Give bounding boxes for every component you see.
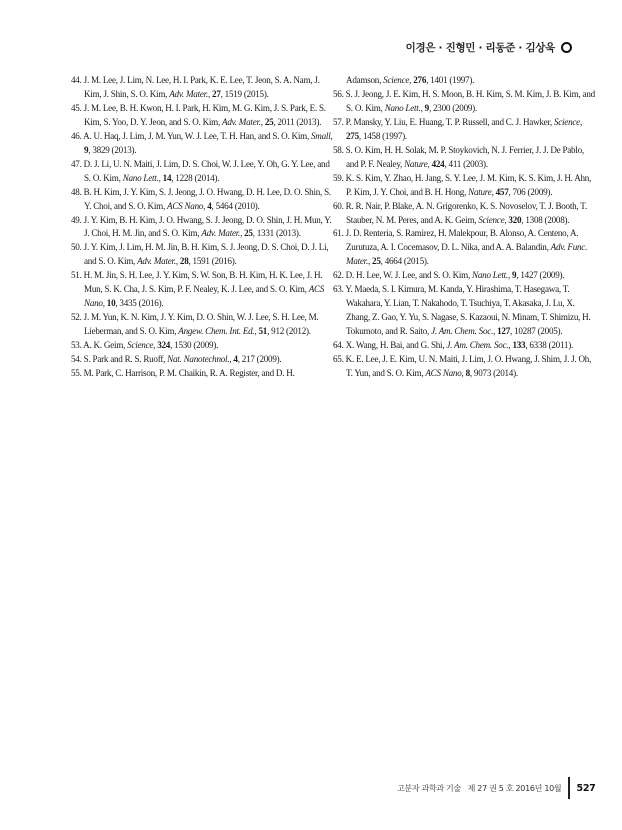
reference-pages-year: , 1228 (2014). [171,172,220,183]
reference-volume: 25 [244,228,253,239]
reference-volume: 14 [162,172,172,183]
reference-number: 61. [333,228,344,239]
reference-item [333,172,595,200]
reference-separator: , [254,326,259,337]
reference-volume: 25 [372,256,381,267]
reference-separator: , [508,340,513,351]
reference-authors: D. J. Li, U. N. Maiti, J. Lim, D. S. Choi, W. J. Lee, Y. Oh, G. Y. Lee, and S. O. Kim, [83,158,330,183]
reference-journal: J. Am. Chem. Soc. [446,340,509,351]
reference-number: 57. [333,116,344,127]
reference-separator: , [175,256,180,267]
reference-number: 53. [71,340,82,351]
reference-item [333,353,595,381]
reference-item [71,186,333,214]
reference-volume: 8 [465,368,470,379]
reference-journal: Nat. Nanotechnol. [167,354,230,365]
reference-authors: S. O. Kim, H. H. Solak, M. P. Stoykovich, N. J. Ferrier, J. J. De Pablo, and P. F. Nealey, [345,144,584,169]
reference-pages-year: , 2011 (2013). [273,116,322,127]
reference-pages-year: , 1427 (2009). [516,270,565,281]
reference-journal: Angew. Chem. Int. Ed. [178,326,255,337]
reference-pages-year: , 1591 (2016). [188,256,237,267]
reference-item [71,367,333,381]
reference-separator: , [368,256,373,267]
reference-authors: H. M. Jin, S. H. Lee, J. Y. Kim, S. W. Son, B. H. Kim, H. K. Lee, J. H. Mun, S. K. Cha, J. S. Kim, P. F. Nealey, K. J. Lee, and S. O. Kim, [83,270,323,295]
reference-volume: 10 [106,298,116,309]
reference-volume: 25 [264,116,274,127]
reference-item [71,214,333,242]
reference-volume: 457 [495,186,509,197]
reference-item [71,158,333,186]
reference-volume: 133 [512,340,526,351]
reference-volume: 27 [212,88,221,99]
reference-item [71,353,333,367]
reference-authors: S. J. Jeong, J. E. Kim, H. S. Moon, B. H. Kim, S. M. Kim, J. B. Kim, and S. O. Kim, [345,88,595,113]
reference-number: 56. [333,88,344,99]
reference-authors: J. Y. Kim, B. H. Kim, J. O. Hwang, S. J. Jeong, D. O. Shin, J. H. Mun, Y. J. Choi, H. M. Jin, and S. O. Kim, [83,214,332,239]
reference-item [333,283,595,339]
reference-journal: Small [311,130,331,141]
reference-number: 52. [71,312,82,323]
reference-number: 59. [333,172,344,183]
reference-journal: ACS Nano [84,284,325,309]
reference-journal: Science [478,214,505,225]
reference-number: 63. [333,284,344,295]
reference-item [333,269,595,283]
reference-item [333,88,595,116]
reference-item [71,269,333,311]
reference-pages-year: , 1458 (1997). [358,130,407,141]
reference-pages-year: , 5464 (2010). [211,200,260,211]
reference-authors: J. Y. Kim, J. Lim, H. M. Jin, B. H. Kim, S. J. Jeong, D. S. Choi, D. J. Li, and S. O. Kim, [83,242,329,267]
reference-pages-year: , 912 (2012). [267,326,311,337]
reference-volume: 9 [512,270,517,281]
reference-number: 60. [333,200,344,211]
reference-pages-year: , 6338 (2011). [525,340,574,351]
reference-pages-year: , 9073 (2014). [469,368,518,379]
reference-authors: Y. Maeda, S. I. Kimura, M. Kanda, Y. Hirashima, T. Hasegawa, T. Wakahara, Y. Lian, T. Nakahodo, T. Tsuchiya, T. Akasaka, J. Lu, X. Zhang, Z. Gao, Y. Yu, S. Nagase, S. Kazaoui, N. Minam, T. Shimizu, H. Tokumoto, and R. Saito, [345,284,591,337]
reference-journal: Adv. Mater. [137,256,176,267]
reference-item [71,102,333,130]
reference-number: 47. [71,158,82,169]
reference-number: 49. [71,214,82,225]
reference-number: 45. [71,102,82,113]
reference-journal: Science [553,116,580,127]
ring-icon [561,42,572,53]
reference-item [71,74,333,102]
reference-volume: 4 [207,200,212,211]
reference-authors: J. M. Lee, J. Lim, N. Lee, H. I. Park, K. E. Lee, T. Jeon, S. A. Nam, J. Kim, J. Shin, S. O. Kim, [83,75,320,99]
reference-item [333,200,595,228]
reference-item [71,311,333,339]
reference-authors: A. U. Haq, J. Lim, J. M. Yun, W. J. Lee, T. H. Han, and S. O. Kim, [83,130,311,141]
reference-journal: ACS Nano [425,368,462,379]
reference-separator: , [203,200,208,211]
reference-separator: , [409,75,414,85]
reference-separator: , [507,270,512,281]
reference-journal: Nature [404,158,428,169]
reference-number: 55. [71,368,82,379]
references-left-column [71,74,333,381]
reference-journal: Nano Lett. [472,270,508,281]
reference-volume: 424 [431,158,445,169]
reference-number: 64. [333,340,344,351]
reference-volume: 4 [233,354,238,365]
reference-separator: , [330,130,333,141]
reference-journal: Science [127,340,154,351]
reference-authors: K. S. Kim, Y. Zhao, H. Jang, S. Y. Lee, J. M. Kim, K. S. Kim, J. H. Ahn, P. Kim, J. Y. Choi, and B. H. Hong, [345,172,592,197]
reference-item [71,130,333,158]
running-header [406,40,572,55]
reference-item [333,227,595,269]
reference-item [333,339,595,353]
reference-pages-year: , 1530 (2009). [170,340,219,351]
reference-item [333,144,595,172]
reference-separator: , [461,368,466,379]
reference-pages-year: , 2300 (2009). [428,102,477,113]
reference-volume: 276 [413,75,427,85]
reference-number: 58. [333,144,344,155]
reference-number: 54. [71,354,82,365]
reference-pages-year: , 411 (2003). [444,158,488,169]
reference-separator: , [420,102,425,113]
reference-number: 44. [71,75,82,85]
reference-item [71,241,333,269]
reference-volume: 324 [157,340,171,351]
reference-volume: 9 [84,144,89,155]
reference-pages-year: , 4664 (2015). [380,256,429,267]
reference-volume: 127 [497,326,511,337]
reference-volume: 9 [424,102,429,113]
reference-number: 46. [71,130,82,141]
reference-separator: , [260,116,265,127]
reference-volume: 28 [179,256,189,267]
reference-journal: Nature [468,186,492,197]
reference-authors: P. Mansky, Y. Liu, E. Huang, T. P. Russell, and C. J. Hawker, [345,116,554,127]
reference-pages-year: , 10287 (2005). [510,326,563,337]
reference-separator: , [579,116,582,127]
reference-authors: R. R. Nair, P. Blake, A. N. Grigorenko, K. S. Novoselov, T. J. Booth, T. Stauber, N. M. Peres, and A. K. Geim, [345,200,587,225]
reference-separator: , [240,228,245,239]
reference-separator: , [207,88,213,99]
reference-journal: J. Am. Chem. Soc. [431,326,494,337]
reference-journal: Adv. Mater. [201,228,241,239]
reference-pages-year: , 1401 (1997). [426,75,475,85]
reference-authors: M. Park, C. Harrison, P. M. Chaikin, R. A. Register, and D. H. [83,368,295,379]
reference-separator: , [427,158,432,169]
reference-volume: 275 [346,130,359,141]
reference-journal: Nano Lett. [384,102,421,113]
reference-pages-year: , 1308 (2008). [521,214,570,225]
header-authors: 이경은 · 진형민 · 리동준 · 김상욱 [405,42,555,54]
reference-number: 65. [333,354,344,365]
reference-authors: D. H. Lee, W. J. Lee, and S. O. Kim, [345,270,473,281]
footer-divider [568,777,569,799]
reference-separator: , [504,214,509,225]
reference-authors: J. D. Renteria, S. Ramirez, H. Malekpour, B. Alonso, A. Centeno, A. Zurutuza, A. I. Cocemasov, D. L. Nika, and A. A. Balandin, [345,228,579,253]
reference-pages-year: , 3829 (2013). [88,144,137,155]
reference-journal: Adv. Func. Mater. [346,242,588,267]
reference-pages-year: , 1519 (2015). [220,88,269,99]
reference-pages-year: , 706 (2009). [508,186,553,197]
reference-item [333,74,595,88]
reference-separator: , [491,186,496,197]
footer-journal-info: 고분자 과학과 기술 제 27 권 5 호 2016년 10월 [397,783,562,793]
reference-volume: 51 [258,326,268,337]
reference-authors: J. M. Yun, K. N. Kim, J. Y. Kim, D. O. Shin, W. J. Lee, S. H. Lee, M. Lieberman, and S. O. Kim, [83,312,319,337]
reference-authors: B. H. Kim, J. Y. Kim, S. J. Jeong, J. O. Hwang, D. H. Lee, D. O. Shin, S. Y. Choi, and S. O. Kim, [83,186,331,211]
reference-authors: K. E. Lee, J. E. Kim, U. N. Maiti, J. Lim, J. O. Hwang, J. Shim, J. J. Oh, T. Yun, and S. O. Kim, [345,354,592,379]
reference-authors: J. M. Lee, B. H. Kwon, H. I. Park, H. Kim, M. G. Kim, J. S. Park, E. S. Kim, S. Yoo, D. Y. Jeon, and S. O. Kim, [83,102,326,127]
reference-authors: S. Park and R. S. Ruoff, [83,354,168,365]
reference-journal: Adv. Mater. [169,88,208,99]
reference-volume: 320 [508,214,522,225]
reference-authors: Adamson, [346,75,384,85]
reference-journal: Adv. Mater. [222,116,261,127]
reference-authors: A. K. Geim, [83,340,128,351]
reference-separator: , [493,326,498,337]
references-right-column [333,74,595,381]
running-footer [397,777,595,799]
reference-separator: , [153,340,158,351]
reference-authors: X. Wang, H. Bai, and G. Shi, [345,340,447,351]
reference-separator: , [158,172,163,183]
reference-pages-year: , 3435 (2016). [115,298,164,309]
page-number: 527 [576,782,596,794]
reference-number: 62. [333,270,344,281]
reference-journal: Science [383,75,410,85]
reference-pages-year: , 217 (2009). [237,354,282,365]
reference-separator: , [229,354,234,365]
reference-item [71,339,333,353]
reference-separator: , [102,298,107,309]
reference-journal: ACS Nano [167,200,204,211]
reference-pages-year: , 1331 (2013). [252,228,301,239]
reference-number: 48. [71,186,82,197]
reference-number: 51. [71,270,82,281]
reference-number: 50. [71,242,82,253]
reference-item [333,116,595,144]
reference-journal: Nano Lett. [122,172,159,183]
